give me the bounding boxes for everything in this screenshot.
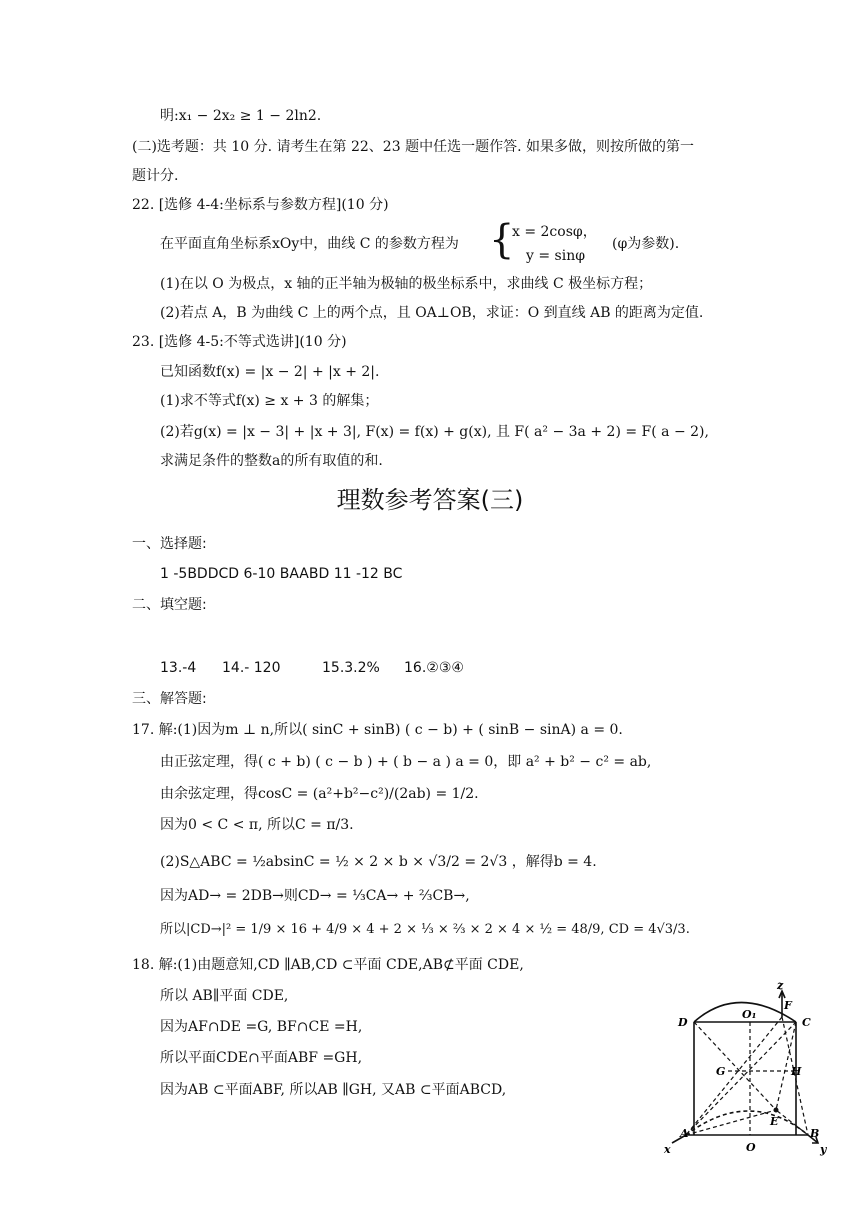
label-O: O: [746, 1141, 756, 1154]
param-eq-x: x = 2cosφ，: [512, 224, 597, 240]
geometry-figure: [660, 975, 840, 1160]
text-line: 因为AF∩DE =G, BF∩CE =H,: [160, 1019, 363, 1035]
text-line: 明:x₁ − 2x₂ ≥ 1 − 2ln2.: [160, 108, 322, 124]
label-E: E: [770, 1115, 779, 1128]
page-title: 理数参考答案(三): [336, 486, 524, 514]
section-heading: 二、填空题:: [132, 597, 207, 613]
text-line: (2)若点 A，B 为曲线 C 上的两个点，且 OA⊥OB，求证：O 到直线 AB 的距离为定值.: [160, 305, 704, 321]
text-line: (2)S△ABC = ½absinC = ½ × 2 × b × √3/2 = 2√3 ，解得b = 4.: [160, 854, 597, 870]
label-D: D: [678, 1016, 688, 1029]
text-line: (1)求不等式f(x) ≥ x + 3 的解集；: [160, 393, 379, 409]
brace-symbol: {: [489, 217, 515, 263]
question-22-heading: 22. [选修 4-4:坐标系与参数方程](10 分): [132, 197, 389, 213]
text-line: 17. 解:(1)因为m ⊥ n,所以( sinC + sinB) ( c − b) + ( sinB − sinA) a = 0.: [132, 722, 623, 738]
answer-15: 15.3.2%: [322, 660, 380, 676]
answer-13: 13.-4: [160, 660, 197, 676]
text-line: 已知函数f(x) = |x − 2| + |x + 2|.: [160, 364, 380, 380]
text-line: 所以平面CDE∩平面ABF =GH,: [160, 1050, 363, 1066]
label-C: C: [802, 1016, 811, 1029]
question-23-heading: 23. [选修 4-5:不等式选讲](10 分): [132, 334, 347, 350]
answer-line: 1 -5BDDCD 6-10 BAABD 11 -12 BC: [160, 566, 403, 582]
text-line: (2)若g(x) = |x − 3| + |x + 3|, F(x) = f(x) + g(x), 且 F( a² − 3a + 2) = F( a − 2),: [160, 424, 709, 440]
text-line: 因为AD→ = 2DB→则CD→ = ⅓CA→ + ⅔CB→,: [160, 888, 470, 904]
label-H: H: [791, 1065, 802, 1078]
param-eq-y: y = sinφ: [526, 248, 586, 264]
text-line: 求满足条件的整数a的所有取值的和.: [160, 453, 383, 469]
text-line: 所以 AB∥平面 CDE,: [160, 988, 289, 1004]
text-line: (二)选考题：共 10 分. 请考生在第 22、23 题中任选一题作答. 如果多做，则按所做的第一: [132, 139, 694, 155]
text-line: 由正弦定理，得( c + b) ( c − b ) + ( b − a ) a = 0，即 a² + b² − c² = ab,: [160, 754, 652, 770]
text-line: 因为AB ⊂平面ABF, 所以AB ∥GH, 又AB ⊂平面ABCD,: [160, 1082, 507, 1098]
answer-14: 14.- 120: [222, 660, 281, 676]
text-line: 在平面直角坐标系xOy中，曲线 C 的参数方程为: [160, 236, 459, 252]
label-B: B: [810, 1127, 820, 1140]
answer-16: 16.②③④: [404, 660, 464, 676]
text-line: (φ为参数).: [612, 236, 680, 252]
label-A: A: [680, 1127, 689, 1140]
text-line: 题计分.: [132, 168, 179, 184]
text-line: 因为0 < C < π, 所以C = π/3.: [160, 817, 354, 833]
label-G: G: [716, 1065, 726, 1078]
label-x: x: [664, 1143, 671, 1156]
section-heading: 三、解答题:: [132, 691, 207, 707]
label-F: F: [784, 999, 792, 1012]
label-z: z: [777, 979, 784, 992]
text-line: 18. 解:(1)由题意知,CD ∥AB,CD ⊂平面 CDE,AB⊄平面 CDE,: [132, 957, 524, 973]
text-line: 由余弦定理，得cosC = (a²+b²−c²)/(2ab) = 1/2.: [160, 786, 479, 802]
section-heading: 一、选择题:: [132, 536, 207, 552]
text-line: 所以|CD→|² = 1/9 × 16 + 4/9 × 4 + 2 × ⅓ × ⅔ × 2 × 4 × ½ = 48/9, CD = 4√3/3.: [160, 922, 690, 937]
label-y: y: [820, 1143, 827, 1156]
label-O1: O₁: [742, 1008, 757, 1021]
text-line: (1)在以 O 为极点，x 轴的正半轴为极轴的极坐标系中，求曲线 C 极坐标方程；: [160, 276, 653, 292]
